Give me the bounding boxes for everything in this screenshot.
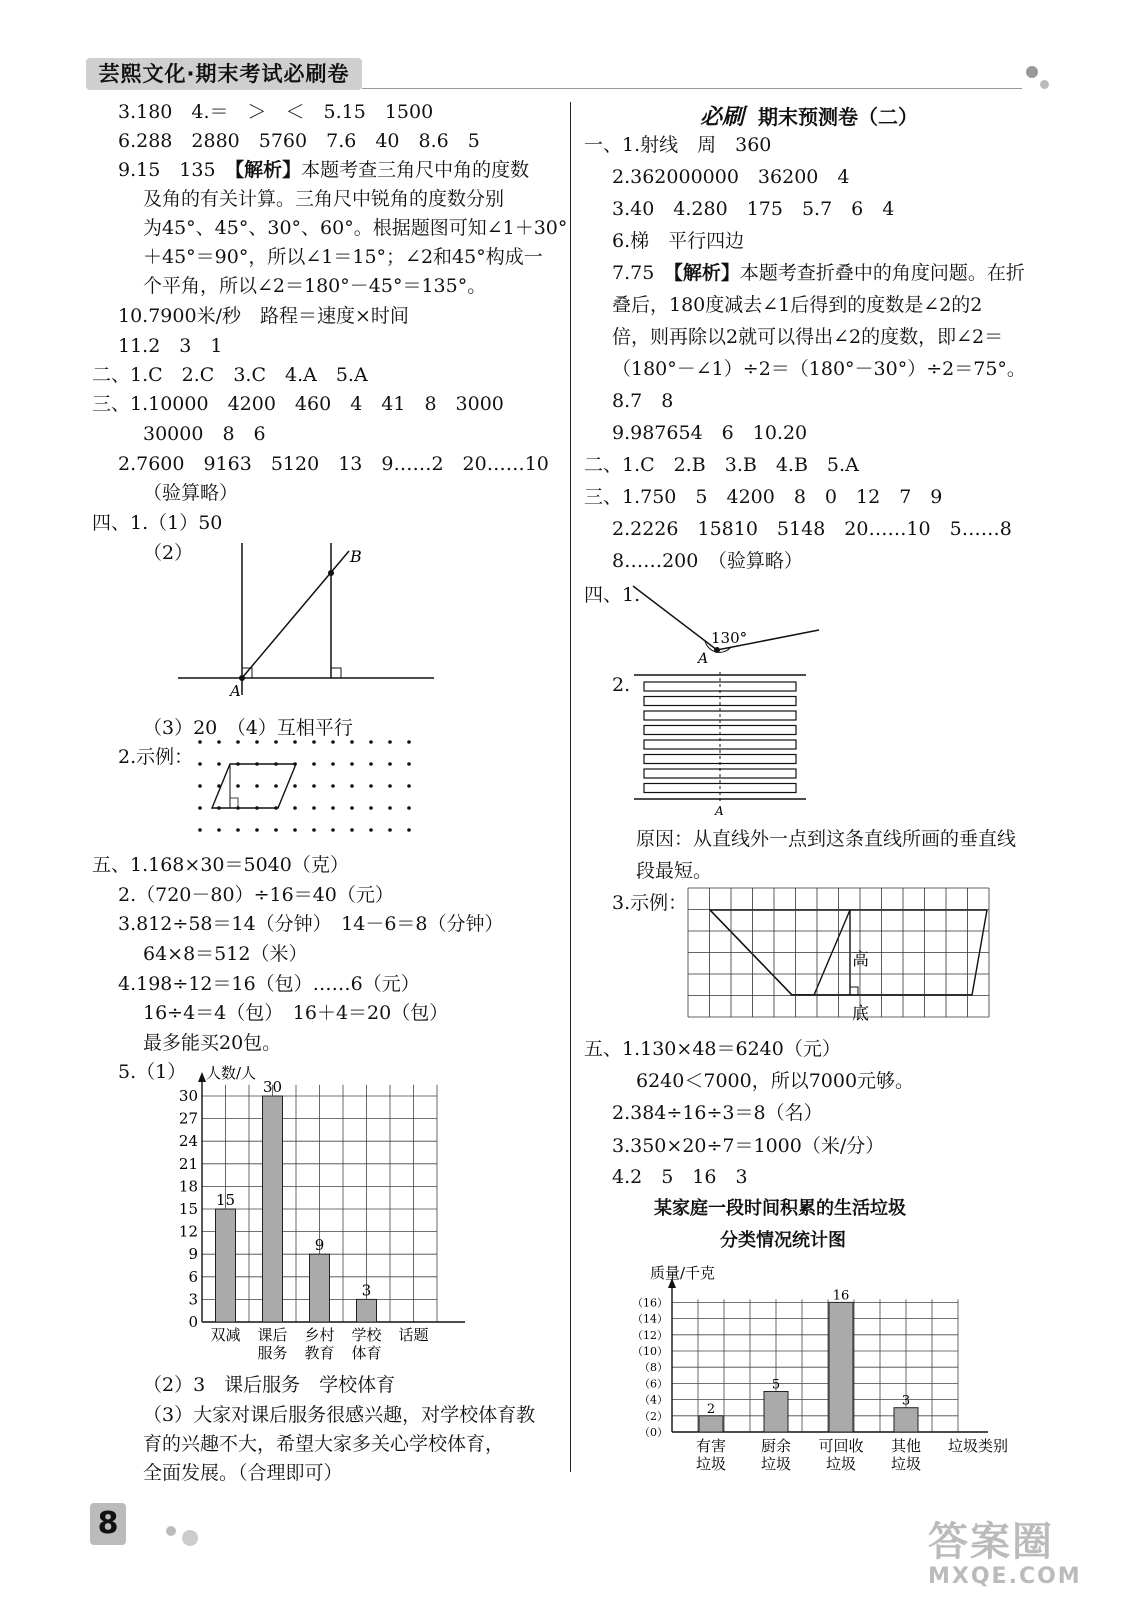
left-line-19: 五、1.168×30＝5040（克） bbox=[92, 854, 349, 876]
grid-dot bbox=[198, 784, 202, 788]
grid-dot bbox=[312, 806, 316, 810]
grid-dot bbox=[274, 806, 278, 810]
grid-dot bbox=[198, 806, 202, 810]
grid-dot bbox=[388, 740, 392, 744]
grid-dot bbox=[388, 806, 392, 810]
grid-dot bbox=[236, 806, 240, 810]
y-tick-label: 12 bbox=[178, 1222, 198, 1241]
bar bbox=[699, 1416, 723, 1432]
right-line-24: 4.2 5 16 3 bbox=[612, 1166, 748, 1188]
point-A-label: A bbox=[698, 651, 709, 667]
bar-value-label: 3 bbox=[361, 1281, 372, 1300]
y-tick-label: 18 bbox=[178, 1177, 198, 1196]
x-category-label: 垃圾 bbox=[890, 1455, 922, 1473]
x-category-label: 体育 bbox=[351, 1344, 382, 1362]
right-line-5: 7.75 【解析】本题考查折叠中的角度问题。在折 bbox=[612, 262, 1025, 284]
left-line-30: 全面发展。（合理即可） bbox=[143, 1462, 343, 1484]
y-axis-label: 人数/人 bbox=[206, 1064, 257, 1082]
left-line-27: （2）3 课后服务 学校体育 bbox=[143, 1374, 396, 1396]
left-line-25: 最多能买20包。 bbox=[143, 1032, 282, 1054]
bar-value-label: 2 bbox=[706, 1401, 716, 1417]
left-line-4: 及角的有关计算。三角尺中锐角的度数分别 bbox=[143, 188, 505, 210]
grid-dot bbox=[407, 784, 411, 788]
chart2-subtitle: 分类情况统计图 bbox=[720, 1230, 846, 1251]
y-tick-label: 21 bbox=[178, 1154, 198, 1173]
right-line-1: 一、1.射线 周 360 bbox=[584, 134, 772, 156]
grid-dot bbox=[255, 806, 259, 810]
grid-dot bbox=[236, 784, 240, 788]
x-category-label: 学校 bbox=[351, 1326, 382, 1344]
grid-dot bbox=[255, 784, 259, 788]
grid-dot bbox=[369, 740, 373, 744]
y-tick-label: 24 bbox=[178, 1132, 198, 1151]
left-line-2: 6.288 2880 5760 7.6 40 8.6 5 bbox=[118, 130, 480, 152]
stripes-A-label: A bbox=[715, 804, 724, 818]
left-line-15: 四、1.（1）50 bbox=[92, 512, 223, 534]
x-category-label: 话题 bbox=[398, 1326, 429, 1344]
right-line-21: 6240＜7000，所以7000元够。 bbox=[636, 1070, 915, 1092]
grid-dot bbox=[293, 828, 297, 832]
y-tick-label: （16） bbox=[632, 1296, 668, 1310]
left-line-7: 个平角，所以∠2＝180°－45°＝135°。 bbox=[143, 275, 487, 297]
label-B: B bbox=[350, 547, 362, 566]
grid-dot bbox=[388, 784, 392, 788]
right-line-22: 2.384÷16÷3＝8（名） bbox=[612, 1102, 823, 1124]
bishua-logo: 必刷 bbox=[700, 104, 745, 130]
jiexi-tag-2: 【解析】 bbox=[673, 262, 740, 284]
y-axis-arrow bbox=[198, 1072, 206, 1082]
grid-dot bbox=[369, 806, 373, 810]
bar bbox=[829, 1302, 853, 1432]
grid-dot bbox=[255, 740, 259, 744]
y-tick-label: 9 bbox=[188, 1245, 198, 1264]
y-tick-label: 3 bbox=[188, 1290, 198, 1309]
bar-value-label: 5 bbox=[771, 1377, 781, 1393]
label-A: A bbox=[230, 682, 241, 700]
y-tick-label: 0 bbox=[188, 1313, 198, 1331]
grid-dot bbox=[350, 784, 354, 788]
left-line-14: （验算略） bbox=[143, 482, 239, 504]
right-line-8: （180°－∠1）÷2＝（180°－30°）÷2＝75°。 bbox=[612, 358, 1026, 380]
grid-dot bbox=[255, 828, 259, 832]
grid-dot bbox=[388, 762, 392, 766]
right-line-16: 2. bbox=[612, 674, 631, 696]
right-line-6: 叠后，180度减去∠1后得到的度数是∠2的2 bbox=[612, 294, 983, 316]
bar-value-label: 16 bbox=[832, 1288, 850, 1304]
x-category-label: 垃圾 bbox=[760, 1455, 792, 1473]
column-divider bbox=[570, 102, 571, 1472]
label-di: 底 bbox=[852, 1004, 869, 1024]
y-tick-label: 15 bbox=[178, 1200, 198, 1218]
y-tick-label: 30 bbox=[178, 1087, 198, 1105]
grid-dot bbox=[369, 828, 373, 832]
y-tick-label: （2） bbox=[639, 1409, 668, 1423]
bar-value-label: 30 bbox=[262, 1078, 283, 1096]
bar bbox=[357, 1299, 377, 1322]
right-line-20: 五、1.130×48＝6240（元） bbox=[584, 1038, 841, 1060]
left-line-6: ＋45°＝90°，所以∠1＝15°；∠2和45°构成一 bbox=[143, 246, 543, 268]
grid-dot bbox=[293, 740, 297, 744]
grid-dot bbox=[331, 806, 335, 810]
x-category-label: 课后 bbox=[257, 1326, 288, 1344]
grid-dot bbox=[255, 762, 259, 766]
right-line-14: 8……200 （验算略） bbox=[612, 550, 803, 572]
grid-dot bbox=[274, 740, 278, 744]
grid-dot bbox=[274, 762, 278, 766]
right-line-2: 2.362000000 36200 4 bbox=[612, 166, 850, 188]
grid-dot bbox=[236, 762, 240, 766]
right-line-4: 6.梯 平行四边 bbox=[612, 230, 745, 252]
x-category-label: 乡村 bbox=[304, 1326, 335, 1344]
grid-dot bbox=[331, 762, 335, 766]
grid-dot bbox=[350, 740, 354, 744]
grid-dot bbox=[331, 784, 335, 788]
right-line-13: 2.2226 15810 5148 20……10 5……8 bbox=[612, 518, 1012, 540]
right-line-3: 3.40 4.280 175 5.7 6 4 bbox=[612, 198, 895, 220]
y-tick-label: （10） bbox=[632, 1345, 668, 1358]
dot-grid-figure bbox=[190, 740, 440, 840]
left-line-17: （3）20 （4）互相平行 bbox=[143, 717, 353, 739]
right-line-9: 8.7 8 bbox=[612, 390, 674, 412]
grid-dot bbox=[293, 762, 297, 766]
header-rule bbox=[362, 88, 1022, 89]
left-line-18: 2.示例： bbox=[118, 746, 194, 768]
chart-garbage-classification bbox=[630, 1258, 1009, 1478]
y-tick-label: 27 bbox=[178, 1109, 198, 1128]
grid-dot bbox=[217, 784, 221, 788]
y-tick-label: 6 bbox=[188, 1267, 198, 1286]
grid-dot bbox=[217, 806, 221, 810]
left-line-10: 二、1.C 2.C 3.C 4.A 5.A bbox=[92, 364, 368, 386]
grid-dot bbox=[217, 828, 221, 832]
grid-dot bbox=[407, 740, 411, 744]
header-title: 芸熙文化·期末考试必刷卷 bbox=[86, 58, 362, 90]
grid-dot bbox=[198, 740, 202, 744]
bar-value-label: 3 bbox=[901, 1393, 911, 1409]
grid-dot bbox=[312, 740, 316, 744]
chart-topic-interest bbox=[160, 1058, 450, 1368]
trapezoid-grid-figure bbox=[688, 888, 988, 1028]
y-tick-label: （14） bbox=[632, 1312, 668, 1326]
x-category-label: 可回收 bbox=[818, 1437, 864, 1455]
bar-value-label: 15 bbox=[215, 1191, 236, 1209]
grid-dot bbox=[407, 762, 411, 766]
distance-lines-figure bbox=[630, 668, 810, 818]
left-line-13: 2.7600 9163 5120 13 9……2 20……10 bbox=[118, 453, 549, 475]
grid-dot bbox=[312, 784, 316, 788]
x-category-label: 其他 bbox=[890, 1437, 922, 1455]
x-axis-label: 垃圾类别 bbox=[948, 1437, 1009, 1455]
grid-dot bbox=[388, 828, 392, 832]
y-tick-label: （0） bbox=[639, 1426, 668, 1439]
grid-dot bbox=[407, 828, 411, 832]
grid-dot bbox=[312, 762, 316, 766]
y-tick-label: （12） bbox=[632, 1328, 668, 1342]
x-category-label: 服务 bbox=[257, 1344, 288, 1362]
left-line-12: 30000 8 6 bbox=[143, 423, 266, 445]
x-category-label: 教育 bbox=[304, 1344, 335, 1362]
right-line-7: 倍，则再除以2就可以得出∠2的度数，即∠2＝ bbox=[612, 326, 1004, 348]
grid-dot bbox=[236, 828, 240, 832]
x-category-label: 厨余 bbox=[760, 1437, 792, 1455]
grid-dot bbox=[198, 762, 202, 766]
bar bbox=[764, 1392, 788, 1433]
grid-dot bbox=[369, 784, 373, 788]
grid-dot bbox=[274, 828, 278, 832]
watermark-logo: 答案圈 MXQE.COM bbox=[928, 1519, 1082, 1589]
right-line-11: 二、1.C 2.B 3.B 4.B 5.A bbox=[584, 454, 859, 476]
grid-dot bbox=[369, 762, 373, 766]
bar bbox=[263, 1096, 283, 1322]
left-line-9: 11.2 3 1 bbox=[118, 335, 223, 357]
grid-dot bbox=[350, 806, 354, 810]
x-category-label: 双减 bbox=[210, 1326, 241, 1344]
x-category-label: 垃圾 bbox=[825, 1455, 857, 1473]
right-line-19: 3.示例： bbox=[612, 892, 688, 914]
left-line-22: 64×8＝512（米） bbox=[143, 943, 308, 965]
left-line-26: 5.（1） bbox=[118, 1061, 187, 1083]
grid-dot bbox=[293, 806, 297, 810]
left-line-8: 10.7900米/秒 路程＝速度×时间 bbox=[118, 305, 409, 327]
label-gao: 高 bbox=[852, 950, 869, 970]
left-line-23: 4.198÷12＝16（包）……6（元） bbox=[118, 973, 420, 995]
right-line-23: 3.350×20÷7＝1000（米/分） bbox=[612, 1135, 885, 1157]
left-line-24: 16÷4＝4（包） 16＋4＝20（包） bbox=[143, 1002, 449, 1024]
bar bbox=[310, 1254, 330, 1322]
grid-dot bbox=[274, 784, 278, 788]
left-line-21: 3.812÷58＝14（分钟） 14－6＝8（分钟） bbox=[118, 913, 504, 935]
section-title: 必刷 期末预测卷（二） bbox=[700, 104, 919, 130]
left-line-11: 三、1.10000 4200 460 4 41 8 3000 bbox=[92, 393, 504, 415]
jiexi-tag: 【解析】 bbox=[234, 159, 302, 181]
left-line-29: 育的兴趣不大，希望大家多关心学校体育， bbox=[143, 1433, 505, 1455]
left-line-28: （3）大家对课后服务很感兴趣，对学校体育教 bbox=[143, 1404, 536, 1426]
chart2-title: 某家庭一段时间积累的生活垃圾 bbox=[654, 1198, 906, 1219]
x-category-label: 垃圾 bbox=[695, 1455, 727, 1473]
angle-130-figure bbox=[625, 580, 835, 670]
right-line-15: 四、1. bbox=[584, 584, 641, 606]
y-tick-label: （6） bbox=[639, 1377, 668, 1391]
left-line-1: 3.180 4.＝ ＞ ＜ 5.15 1500 bbox=[118, 101, 434, 123]
grid-dot bbox=[293, 784, 297, 788]
grid-dot bbox=[331, 828, 335, 832]
grid-dot bbox=[331, 740, 335, 744]
bar bbox=[216, 1209, 236, 1322]
right-line-17: 原因：从直线外一点到这条直线所画的垂直线 bbox=[636, 828, 1017, 850]
left-line-16: （2） bbox=[143, 542, 194, 564]
grid-dot bbox=[350, 762, 354, 766]
angle-label: 130° bbox=[711, 629, 748, 647]
bar bbox=[894, 1408, 918, 1432]
y-tick-label: （8） bbox=[639, 1361, 668, 1375]
y-tick-label: （4） bbox=[639, 1393, 668, 1407]
grid-dot bbox=[217, 740, 221, 744]
perpendicular-figure bbox=[170, 535, 440, 705]
left-line-5: 为45°、45°、30°、60°。根据题图可知∠1＋30° bbox=[143, 217, 568, 239]
grid-dot bbox=[312, 828, 316, 832]
grid-dot bbox=[407, 806, 411, 810]
grid-dot bbox=[198, 828, 202, 832]
y-axis-label: 质量/千克 bbox=[650, 1264, 716, 1282]
bar-value-label: 9 bbox=[314, 1236, 325, 1255]
right-line-10: 9.987654 6 10.20 bbox=[612, 422, 808, 444]
page-number: 8 bbox=[90, 1503, 126, 1545]
right-line-18: 段最短。 bbox=[636, 860, 713, 882]
grid-dot bbox=[217, 762, 221, 766]
left-line-20: 2.（720－80）÷16＝40（元） bbox=[118, 884, 394, 906]
x-category-label: 有害 bbox=[695, 1437, 727, 1455]
left-line-3: 9.15 135 【解析】本题考查三角尺中角的度数 bbox=[118, 159, 530, 181]
right-line-12: 三、1.750 5 4200 8 0 12 7 9 bbox=[584, 486, 943, 508]
grid-dot bbox=[350, 828, 354, 832]
grid-dot bbox=[236, 740, 240, 744]
